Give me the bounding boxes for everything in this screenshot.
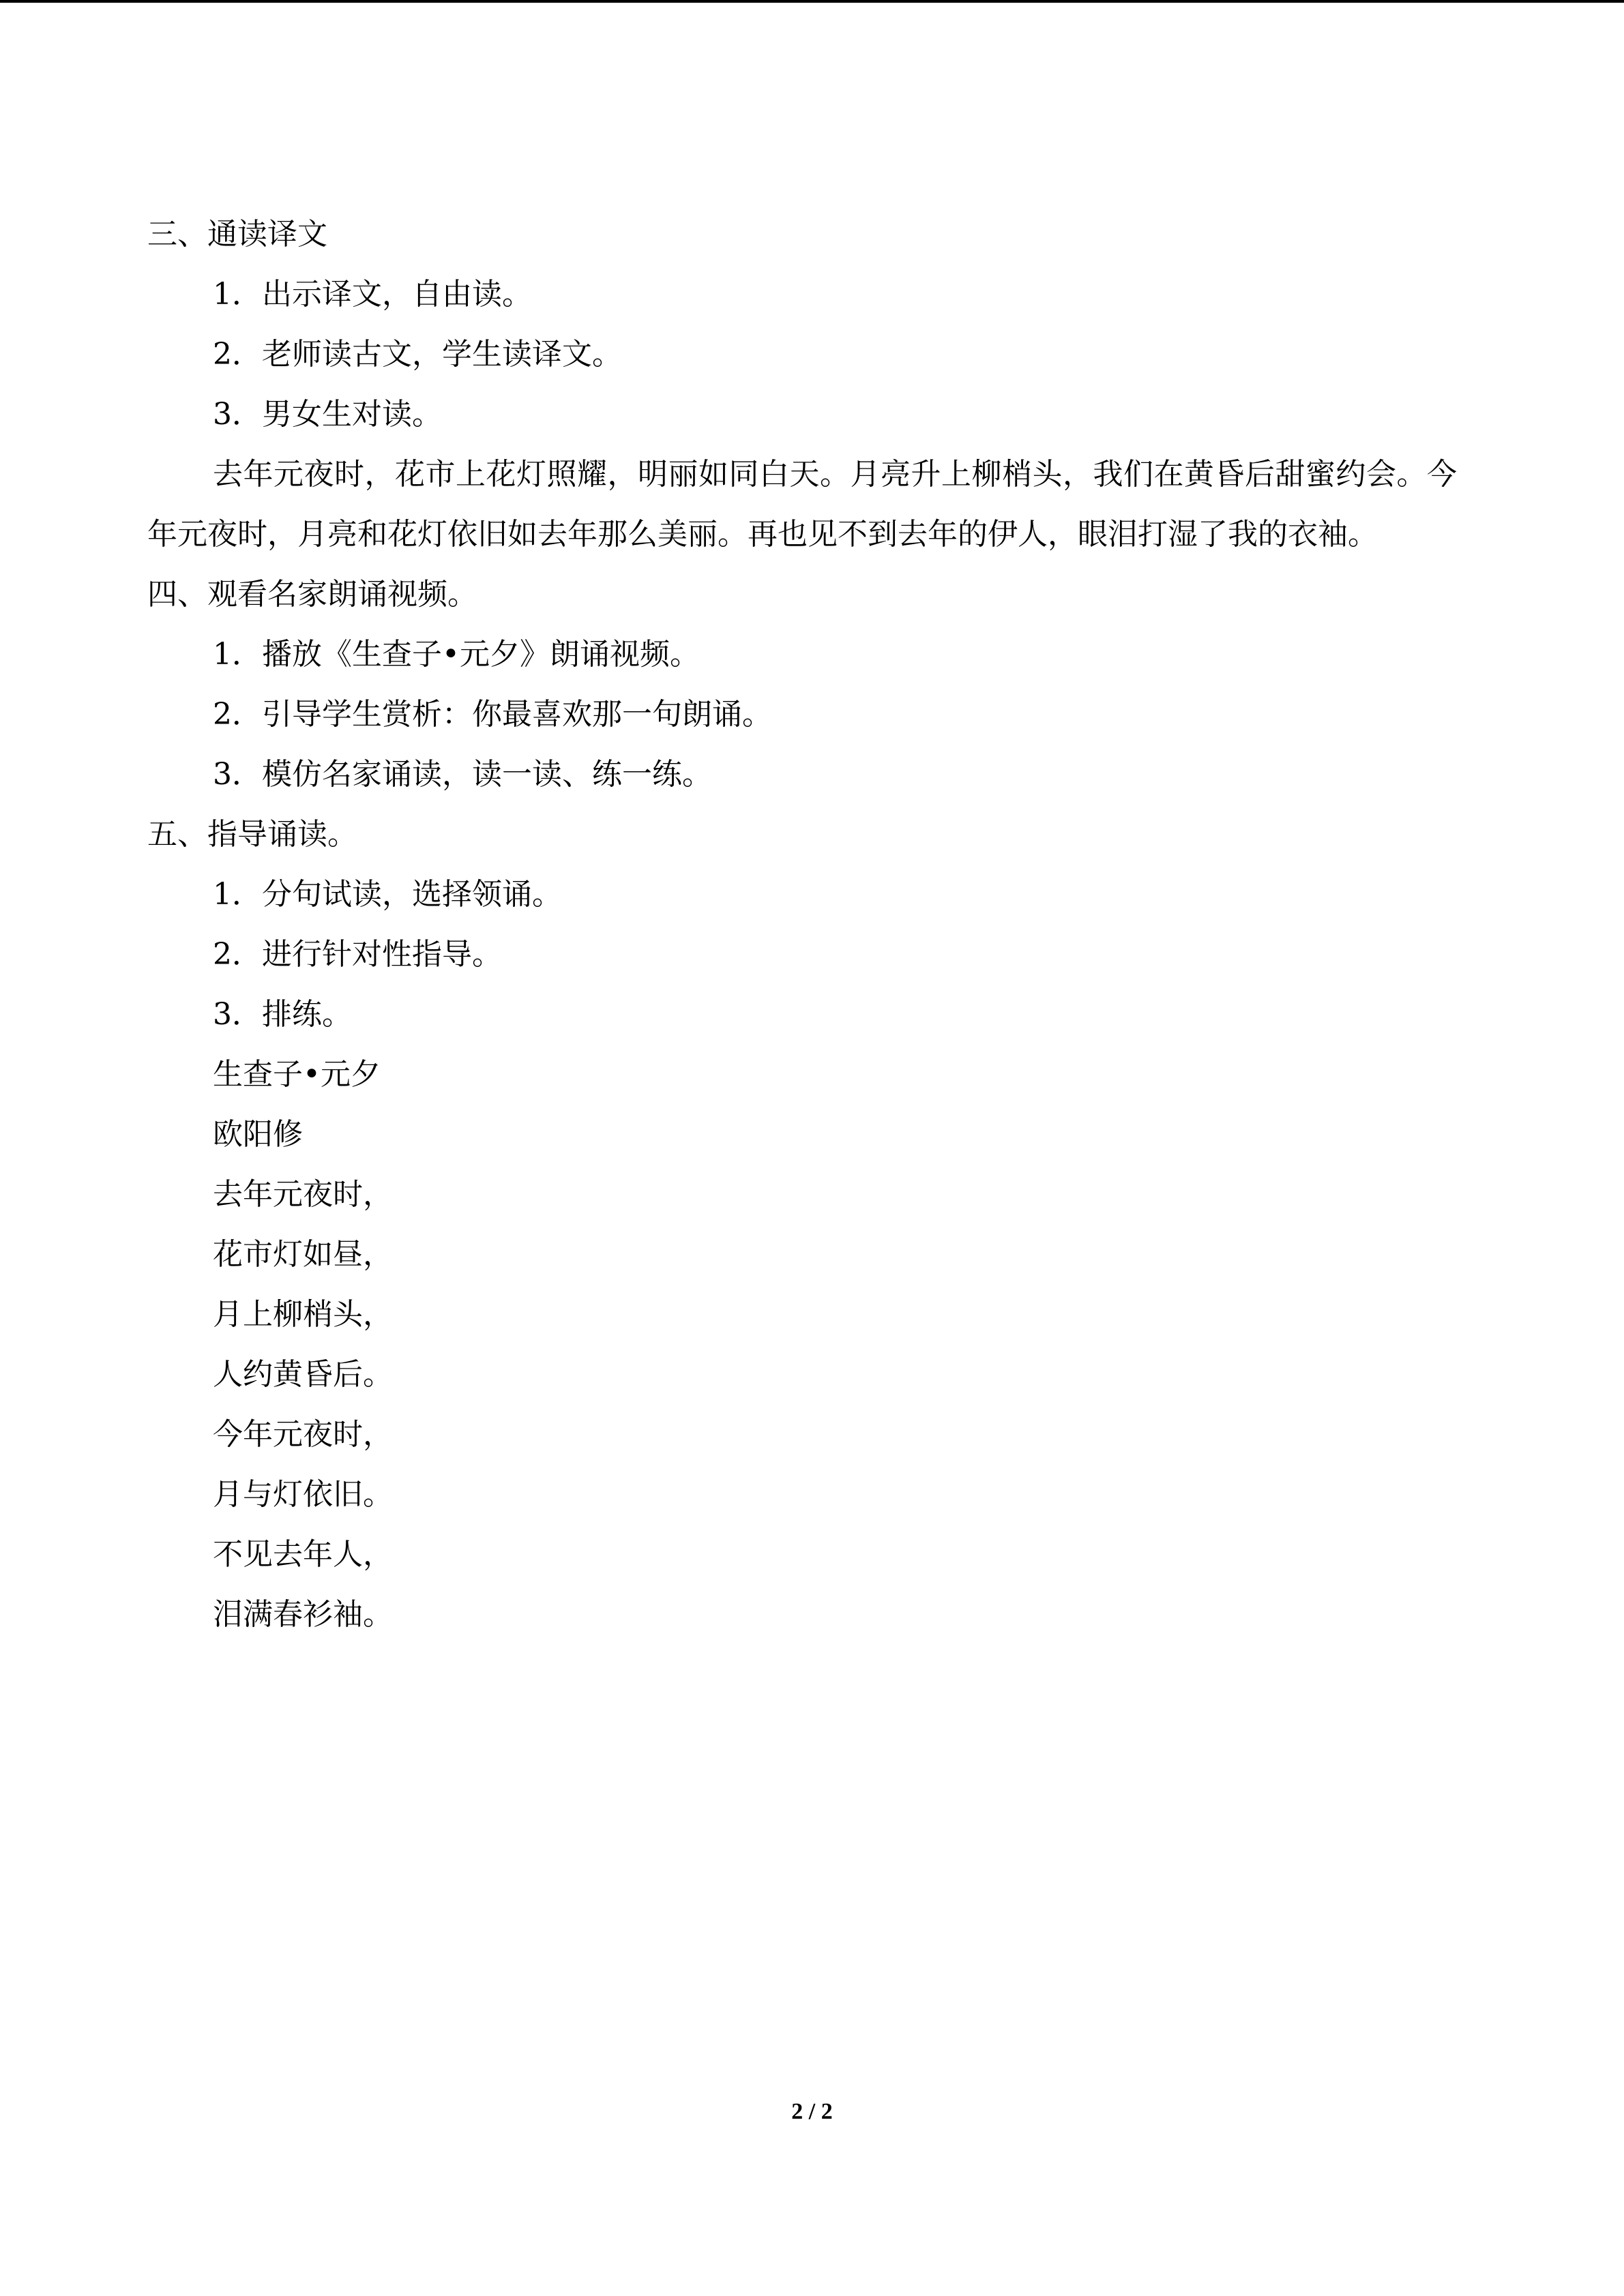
section-3-item-3: 3．男女生对读。 bbox=[213, 397, 442, 432]
section-4-item-1: 1．播放《生查子•元夕》朗诵视频。 bbox=[213, 637, 700, 672]
poem-line: 泪满春衫袖。 bbox=[213, 1597, 393, 1632]
poem-author: 欧阳修 bbox=[213, 1117, 303, 1152]
poem-line: 花市灯如昼， bbox=[213, 1237, 393, 1272]
poem-line: 人约黄昏后。 bbox=[213, 1357, 393, 1392]
section-4-item-3: 3．模仿名家诵读，读一读、练一练。 bbox=[213, 757, 712, 792]
page-top-border bbox=[0, 0, 1624, 3]
section-4-heading: 四、观看名家朗诵视频。 bbox=[147, 577, 477, 612]
poem-line: 今年元夜时， bbox=[213, 1417, 393, 1452]
section-5-heading: 五、指导诵读。 bbox=[147, 817, 357, 852]
poem-line: 去年元夜时， bbox=[213, 1177, 393, 1212]
section-3-heading: 三、通读译文 bbox=[147, 217, 327, 252]
section-5-item-3: 3．排练。 bbox=[213, 997, 352, 1032]
poem-line: 月上柳梢头， bbox=[213, 1297, 393, 1332]
section-5-item-2: 2．进行针对性指导。 bbox=[213, 937, 502, 972]
document-body bbox=[147, 205, 1457, 1645]
poem-title: 生查子•元夕 bbox=[213, 1057, 381, 1092]
page-number: 2 / 2 bbox=[791, 2099, 833, 2124]
section-3-item-1: 1．出示译文，自由读。 bbox=[213, 277, 532, 312]
translation-paragraph: 去年元夜时，花市上花灯照耀，明丽如同白天。月亮升上柳梢头，我们在黄昏后甜蜜约会。今年元夜时，月亮和花灯依旧如去年那么美丽。再也见不到去年的伊人，眼泪打湿了我的衣袖。 bbox=[147, 457, 1457, 552]
poem-line: 不见去年人， bbox=[213, 1537, 393, 1572]
poem-line: 月与灯依旧。 bbox=[213, 1477, 393, 1512]
section-3-item-2: 2．老师读古文，学生读译文。 bbox=[213, 337, 622, 372]
section-4-item-2: 2．引导学生赏析：你最喜欢那一句朗诵。 bbox=[213, 697, 772, 732]
section-5-item-1: 1．分句试读，选择领诵。 bbox=[213, 877, 562, 912]
